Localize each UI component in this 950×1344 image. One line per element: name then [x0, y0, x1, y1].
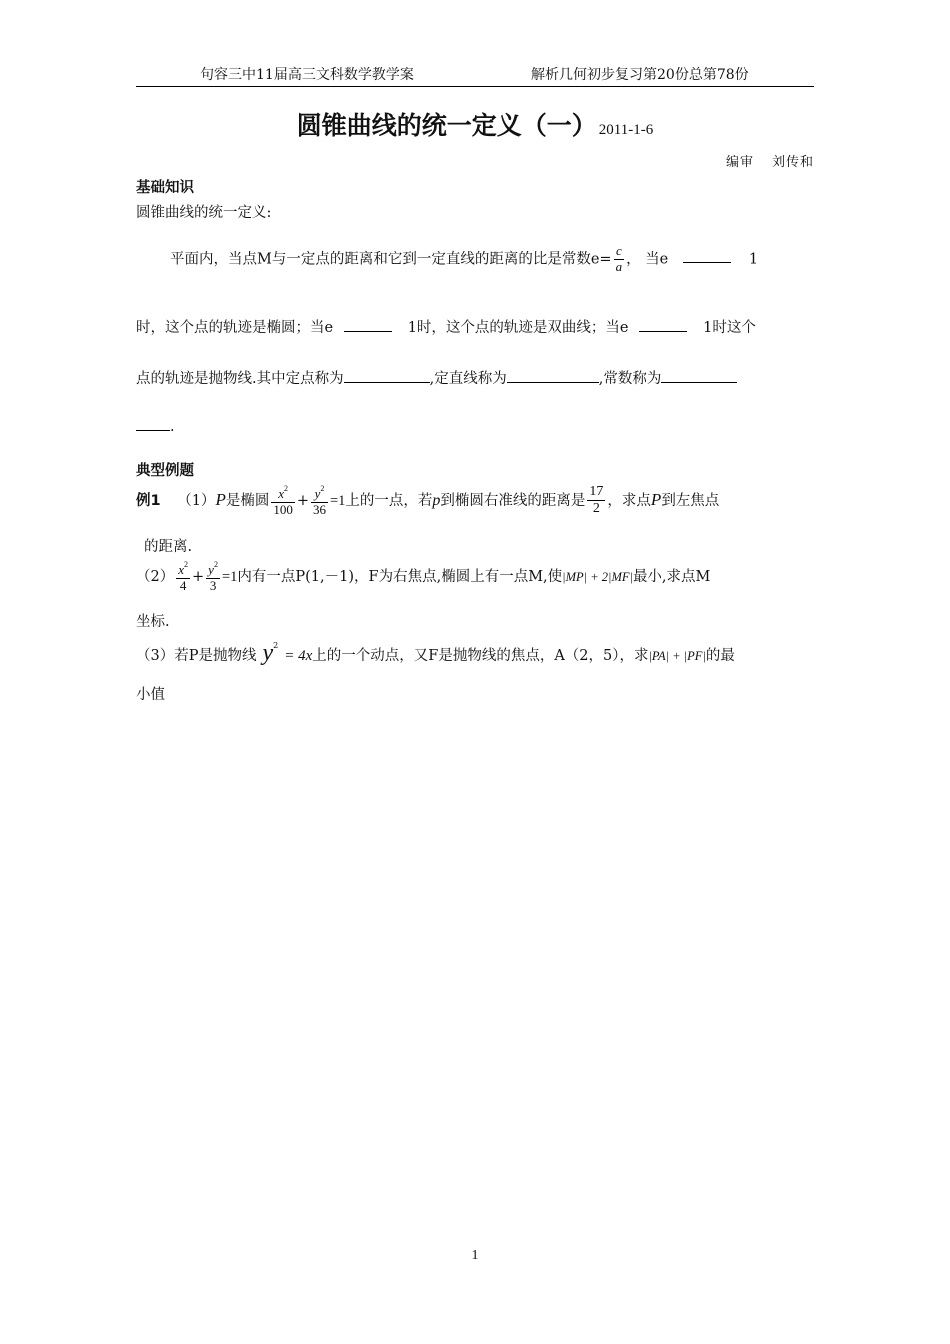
header-left-text: 句容三中11届高三文科数学教学案	[200, 67, 414, 83]
basics-subheading: 圆锥曲线的统一定义:	[136, 205, 272, 221]
blank-constant-cont	[136, 429, 170, 431]
example-1-part-3-cont: 小值	[136, 687, 165, 703]
fraction-y2-over-36: $\frac{y^2}{36}$	[312, 484, 326, 517]
ex1-1-plus: +	[296, 492, 309, 509]
blank-fixed-point	[344, 381, 430, 383]
ex2-num: （2）	[136, 568, 175, 585]
fraction-x2-over-100: $\frac{x^2}{100}$	[273, 484, 293, 517]
definition-text-4: .	[170, 419, 175, 435]
page-number: 1	[471, 1248, 479, 1263]
example-1-part-2-cont: 坐标.	[136, 614, 170, 630]
ex2-expression: |MP| + 2|MF|	[562, 569, 633, 584]
definition-text-2c: 1时这个	[703, 320, 756, 336]
blank-constant	[661, 381, 737, 383]
ex2-eq: =1	[221, 568, 238, 585]
ex2-text-b: 内有一点P(1,－1)，F为右焦点,椭圆上有一点M,使	[237, 568, 563, 585]
definition-text-1c: 1	[748, 251, 759, 268]
fraction-x2-over-4: $\frac{x^2}{4}$	[178, 560, 189, 593]
example-1-part-3	[136, 640, 735, 667]
editor-label: 编审	[725, 155, 754, 170]
point-P: P	[215, 489, 226, 509]
ex3-sup: 2	[273, 641, 279, 650]
point-p-lower: p	[432, 491, 441, 509]
example-1-part-1-cont: 的距离.	[144, 539, 193, 555]
ex1-1-eq: =1	[329, 492, 346, 509]
ex1-1-text-f: 到左焦点	[661, 492, 720, 509]
example-1-part-2	[136, 560, 710, 594]
fraction-y2-over-3: $\frac{y^2}{3}$	[208, 560, 218, 593]
ex3-text-c: 的最	[705, 648, 735, 664]
blank-3	[639, 330, 687, 332]
ex3-eq: = 4x	[284, 648, 313, 664]
definition-line-3	[136, 367, 737, 388]
ex1-1-num: （1）	[177, 492, 216, 509]
definition-line-1	[170, 244, 758, 275]
definition-text-1b: ， 当e	[626, 251, 669, 268]
examples-heading: 典型例题	[136, 463, 194, 479]
title-row	[0, 106, 950, 142]
definition-text-1a: 平面内，当点M与一定点的距离和它到一定直线的距离的比是常数e=	[170, 251, 612, 268]
example-1-label: 例1	[136, 492, 161, 509]
fraction-17-over-2: $\frac{17}{2}$	[589, 484, 604, 517]
ex3-y: y	[262, 640, 274, 666]
page-header	[136, 64, 814, 86]
point-P-2: P	[650, 489, 662, 509]
ex2-plus: +	[192, 568, 205, 585]
blank-2	[344, 330, 392, 332]
definition-text-2b: 1时，这个点的轨迹是双曲线；当e	[407, 320, 629, 336]
title-date: 2011-1-6	[598, 122, 654, 138]
header-right-text: 解析几何初步复习第20份总第78份	[531, 67, 749, 83]
ex1-1-text-b: 是椭圆	[225, 492, 270, 509]
ex1-1-text-c: 上的一点，若	[345, 492, 433, 509]
definition-line-2	[136, 316, 756, 337]
ex1-1-text-d: 到椭圆右准线的距离是	[440, 492, 586, 509]
basics-heading: 基础知识	[136, 180, 194, 196]
definition-text-3a: 点的轨迹是抛物线.其中定点称为	[136, 371, 344, 387]
editor-credit	[726, 151, 814, 170]
definition-line-4	[136, 419, 175, 435]
ex3-expression: |PA| + |PF|	[648, 649, 706, 663]
fraction-c-over-a: $\frac{c}{a}$	[615, 243, 623, 274]
blank-1	[683, 261, 731, 263]
example-1-part-1	[136, 484, 719, 518]
ex2-text-c: 最小,求点M	[632, 568, 711, 585]
definition-text-3b: ,定直线称为	[429, 371, 507, 387]
definition-text-2a: 时，这个点的轨迹是椭圆；当e	[136, 320, 334, 336]
ex1-1-text-e: ，求点	[607, 492, 651, 509]
editor-name: 刘传和	[771, 155, 814, 170]
header-rule	[136, 86, 814, 87]
page-title: 圆锥曲线的统一定义（一）	[296, 111, 597, 140]
ex3-text-b: 上的一个动点，又F是抛物线的焦点，A（2，5），求	[312, 648, 649, 664]
ex3-text-a: （3）若P是抛物线	[136, 648, 257, 664]
blank-fixed-line	[507, 381, 599, 383]
definition-text-3c: ,常数称为	[598, 371, 662, 387]
